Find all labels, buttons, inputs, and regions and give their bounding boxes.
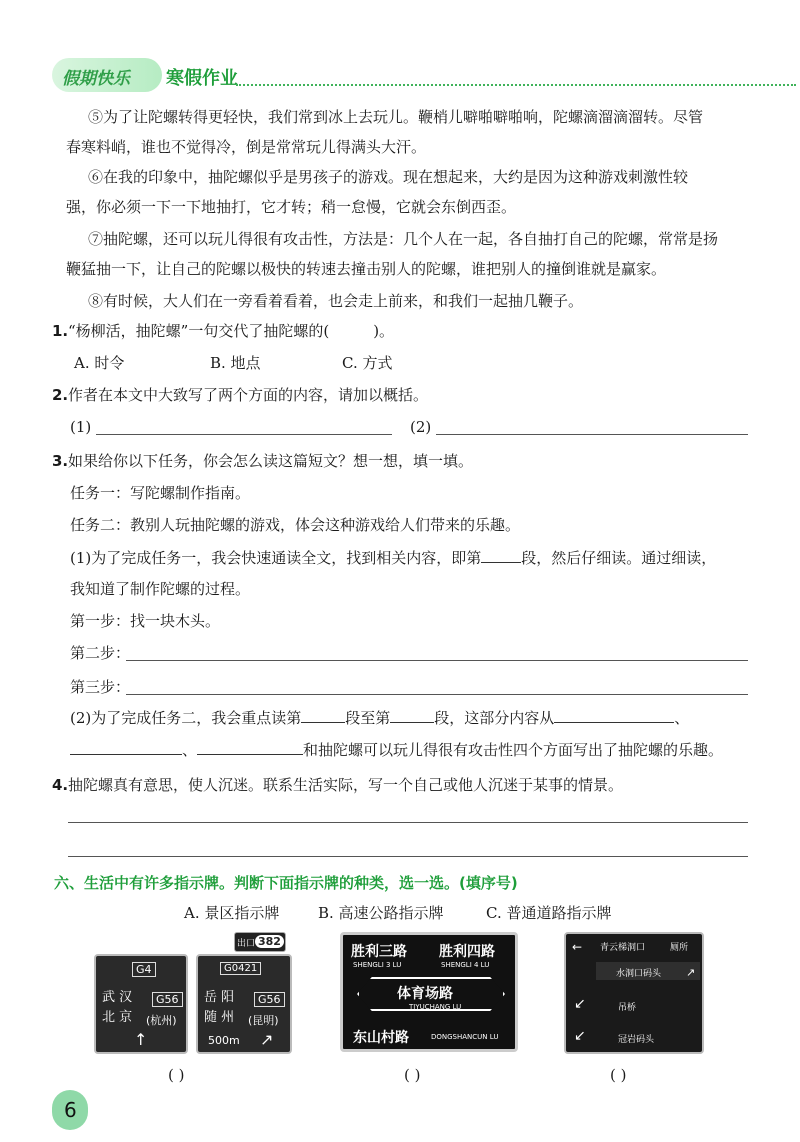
section6-option-b: B. 高速公路指示牌 <box>318 904 444 922</box>
q3-task1: 任务一：写陀螺制作指南。 <box>70 484 251 502</box>
q2-text: 作者在本文中大致写了两个方面的内容，请加以概括。 <box>68 386 429 404</box>
highway-sign-left-g56: G56 <box>152 992 183 1007</box>
q1-number: 1. <box>52 322 69 340</box>
q3-step2-line[interactable] <box>126 660 748 661</box>
section6-option-c: C. 普通道路指示牌 <box>486 904 612 922</box>
road-sign-top-left-pinyin: SHENGLI 3 LU <box>353 961 402 969</box>
q3-part2-blank3[interactable] <box>554 706 674 723</box>
scenic-sign-image <box>564 932 704 1054</box>
passage-p6-line1: ⑥在我的印象中，抽陀螺似乎是男孩子的游戏。现在想起来，大约是因为这种游戏刺激性较 <box>88 168 689 186</box>
highway-sign-exit-label: 出口 <box>237 939 256 949</box>
header-divider <box>236 84 796 86</box>
q1-option-c[interactable]: C. 方式 <box>342 354 393 372</box>
q3-part1-blank[interactable] <box>481 546 521 563</box>
highway-sign-right-km: (昆明) <box>248 1014 279 1027</box>
highway-sign-route-382: 382 <box>255 935 284 948</box>
q3-part2-e: 、 <box>182 741 198 759</box>
scenic-sign-row2-arrow: ↗ <box>686 966 696 979</box>
road-sign-top-right-pinyin: SHENGLI 4 LU <box>441 961 490 969</box>
section6-title: 六、生活中有许多指示牌。判断下面指示牌的种类，选一选。(填序号) <box>54 874 518 892</box>
section6-option-a: A. 景区指示牌 <box>184 904 280 922</box>
q2-blank1-label: (1) <box>70 418 92 436</box>
q3-task2: 任务二：教别人玩抽陀螺的游戏，体会这种游戏给人们带来的乐趣。 <box>70 516 521 534</box>
highway-sign-left-city1: 武 汉 <box>102 990 133 1005</box>
road-sign-bottom: 东山村路 <box>353 1030 409 1046</box>
q3-number: 3. <box>52 452 69 470</box>
q3-part1-b: 段，然后仔细读。通过细读， <box>521 549 717 567</box>
passage-p5-line1: ⑤为了让陀螺转得更轻快，我们常到冰上去玩儿。鞭梢儿噼啪噼啪响，陀螺滴溜滴溜转。尽管 <box>88 108 704 126</box>
q3-step3-line[interactable] <box>126 694 748 695</box>
road-sign-image <box>340 932 518 1052</box>
scenic-sign-row1-a: 青云梯洞口 <box>600 943 646 953</box>
passage-p8-line1: ⑧有时候，大人们在一旁看着看着，也会走上前来，和我们一起抽几鞭子。 <box>88 292 584 310</box>
passage-p7-line2: 鞭猛抽一下，让自己的陀螺以极快的转速去撞击别人的陀螺，谁把别人的撞倒谁就是赢家。 <box>66 260 667 278</box>
q3-step3-label: 第三步： <box>70 678 131 696</box>
scenic-sign-row4-arrow: ↙ <box>574 1028 586 1044</box>
q4-answer-line2[interactable] <box>68 856 748 857</box>
q3-step1: 第一步：找一块木头。 <box>70 612 221 630</box>
highway-sign-left-hz: (杭州) <box>146 1014 177 1027</box>
q1-text-b: )。 <box>373 322 395 340</box>
q3-part2-line1 <box>70 706 689 729</box>
highway-sign-left-city2: 北 京 <box>102 1010 133 1025</box>
road-sign-center-pinyin: TIYUCHANG LU <box>409 1003 462 1011</box>
q3-step2-label: 第二步： <box>70 644 131 662</box>
q3-part2-b: 段至第 <box>345 709 391 727</box>
q3-part2-blank4[interactable] <box>70 738 182 755</box>
highway-sign-right-city1: 岳 阳 <box>204 990 235 1005</box>
highway-sign-right-dist: 500m <box>208 1034 240 1047</box>
highway-sign-image <box>94 932 294 1056</box>
q1-option-b[interactable]: B. 地点 <box>210 354 261 372</box>
highway-sign-left-g4: G4 <box>132 962 156 977</box>
header-logo <box>52 58 162 92</box>
q3-part2-f: 和抽陀螺可以玩儿得很有攻击性四个方面写出了抽陀螺的乐趣。 <box>303 741 724 759</box>
q4-text: 抽陀螺真有意思，使人沉迷。联系生活实际，写一个自己或他人沉迷于某事的情景。 <box>68 776 624 794</box>
q1-text <box>68 320 394 342</box>
highway-sign-left-arrow: ↑ <box>134 1030 148 1049</box>
highway-sign-right-g0421: G0421 <box>220 962 261 975</box>
q3-part2-blank1[interactable] <box>301 706 345 723</box>
q3-part2-line2 <box>70 738 723 761</box>
page-number-badge <box>52 1090 88 1130</box>
q3-part2-blank5[interactable] <box>197 738 303 755</box>
q2-blank1-line[interactable] <box>96 434 392 435</box>
header-logo-text: 假期快乐 <box>62 69 130 89</box>
scenic-sign-row2: 水洞口码头 <box>616 969 662 979</box>
highway-sign-right-arrow: ↗ <box>260 1030 274 1049</box>
scenic-sign-row3-arrow: ↙ <box>574 996 586 1012</box>
scenic-sign-row4: 冠岩码头 <box>618 1035 655 1045</box>
answer-bracket-1[interactable]: ( ) <box>168 1066 185 1084</box>
q3-part2-blank2[interactable] <box>390 706 434 723</box>
road-sign-top-right: 胜利四路 <box>439 944 495 960</box>
highway-sign-exit-tag <box>234 932 286 952</box>
q3-part1-a: (1)为了完成任务一，我会快速通读全文，找到相关内容，即第 <box>70 549 482 567</box>
q3-part2-d: 、 <box>674 709 690 727</box>
scenic-sign-left-arrow: ← <box>572 940 583 954</box>
road-sign-center: 体育场路 <box>397 986 453 1002</box>
q3-part1-c: 我知道了制作陀螺的过程。 <box>70 580 251 598</box>
q4-answer-line1[interactable] <box>68 822 748 823</box>
highway-sign-left-panel <box>94 954 188 1054</box>
highway-sign-right-g56: G56 <box>254 992 285 1007</box>
highway-sign-right-city2: 随 州 <box>204 1010 235 1025</box>
page-number: 6 <box>64 1098 77 1122</box>
q1-option-a[interactable]: A. 时令 <box>74 354 125 372</box>
q3-part1-line1 <box>70 546 716 569</box>
passage-p6-line2: 强，你必须一下一下地抽打，它才转；稍一怠慢，它就会东倒西歪。 <box>66 198 517 216</box>
q3-part2-a: (2)为了完成任务二，我会重点读第 <box>70 709 302 727</box>
passage-p7-line1: ⑦抽陀螺，还可以玩儿得很有攻击性，方法是：几个人在一起，各自抽打自己的陀螺，常常是扬 <box>88 230 719 248</box>
q3-part2-c: 段，这部分内容从 <box>434 709 555 727</box>
q1-text-a: “杨柳活，抽陀螺”一句交代了抽陀螺的( <box>68 322 330 340</box>
q3-text: 如果给你以下任务，你会怎么读这篇短文？想一想，填一填。 <box>68 452 474 470</box>
scenic-sign-row3: 吊桥 <box>618 1003 637 1013</box>
answer-bracket-3[interactable]: ( ) <box>610 1066 627 1084</box>
scenic-sign-row1-b: 厕所 <box>670 943 689 953</box>
q2-number: 2. <box>52 386 69 404</box>
road-sign-top-left: 胜利三路 <box>351 944 407 960</box>
header-title: 寒假作业 <box>166 68 238 89</box>
passage-p5-line2: 春寒料峭，谁也不觉得冷，倒是常常玩儿得满头大汗。 <box>66 138 427 156</box>
answer-bracket-2[interactable]: ( ) <box>404 1066 421 1084</box>
q2-blank2-line[interactable] <box>436 434 748 435</box>
q2-blank2-label: (2) <box>410 418 432 436</box>
q4-number: 4. <box>52 776 69 794</box>
highway-sign-right-panel <box>196 954 292 1054</box>
road-sign-bottom-pinyin: DONGSHANCUN LU <box>431 1033 499 1041</box>
